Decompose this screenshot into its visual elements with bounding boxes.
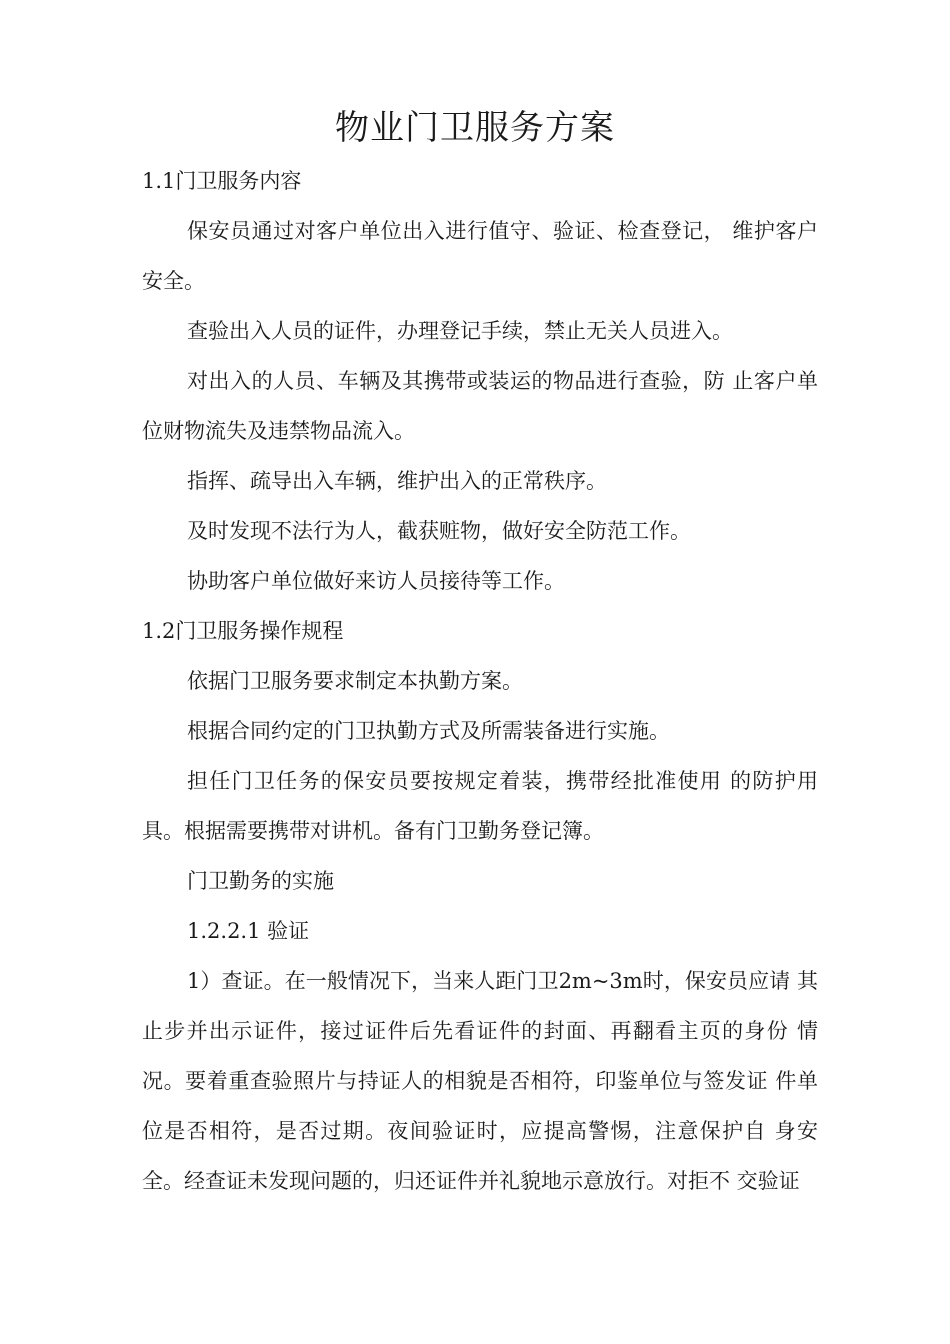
document-title: 物业门卫服务方案 (335, 108, 615, 148)
body-paragraph: 依据门卫服务要求制定本执勤方案。 (187, 669, 523, 693)
body-paragraph: 保安员通过对客户单位出入进行值守、验证、检查登记， 维护客户安全。 (142, 219, 818, 293)
body-paragraph: 指挥、疏导出入车辆，维护出入的正常秩序。 (187, 469, 607, 493)
subsection-heading-1-2-2-1: 1.2.2.1 验证 (187, 919, 310, 943)
body-paragraph: 1）查证。在一般情况下，当来人距门卫2m~3m时，保安员应请 其止步并出示证件，接过证件后先看证件的封面、再翻看主页的身份 情况。要着重查验照片与持证人的相貌是否相符，印鉴单位与签发证 件单位是否相符，是否过期。夜间验证时，应提高警惕，注意保护自 身安全。经查证未发现问题的，归还证件并礼貌地示意放行。对拒不 交验证 (142, 969, 818, 1193)
body-paragraph: 及时发现不法行为人，截获赃物，做好安全防范工作。 (187, 519, 691, 543)
body-paragraph: 担任门卫任务的保安员要按规定着装，携带经批准使用 的防护用具。根据需要携带对讲机。备有门卫勤务登记簿。 (142, 769, 818, 843)
section-heading-1-2: 1.2门卫服务操作规程 (142, 619, 344, 643)
subsection-heading: 门卫勤务的实施 (187, 869, 334, 893)
body-paragraph: 对出入的人员、车辆及其携带或装运的物品进行查验，防 止客户单位财物流失及违禁物品流入。 (142, 369, 818, 443)
document-body (142, 156, 818, 1206)
body-paragraph: 查验出入人员的证件，办理登记手续，禁止无关人员进入。 (187, 319, 733, 343)
body-paragraph: 协助客户单位做好来访人员接待等工作。 (187, 569, 565, 593)
body-paragraph: 根据合同约定的门卫执勤方式及所需装备进行实施。 (187, 719, 670, 743)
section-heading-1-1: 1.1门卫服务内容 (142, 169, 302, 193)
